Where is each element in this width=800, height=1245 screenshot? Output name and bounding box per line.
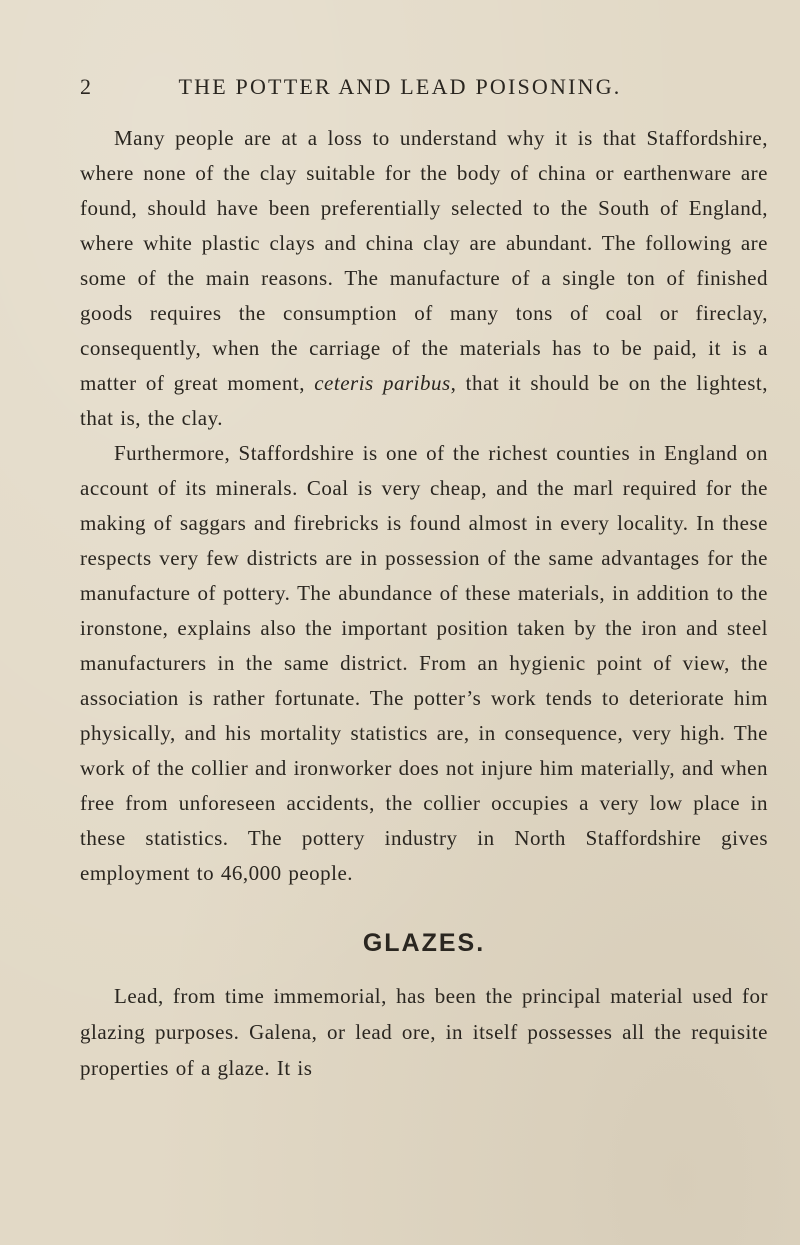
paragraph-glazes: Lead, from time immemorial, has been the principal material used for glazing purposes. Galena, or lead ore, in itself possesses all the requisite properties of a glaze. It is — [80, 984, 768, 1080]
page-header — [0, 70, 800, 110]
paragraph-text: Many people are at a loss to understand why it is that Staffordshire, where none of the clay suitable for the body of china or earthenware are found, should have been preferentially selected to the South of England, where white plastic clays and china clay are abundant. The following are some of the main reasons. The manufacture of a single ton of finished goods requires the consumption of many tons of coal or fireclay, consequently, when the carriage of the materials has to be paid, it is a matter of great moment, — [80, 126, 768, 395]
latin-phrase: ceteris paribus — [314, 371, 451, 395]
body-text — [80, 121, 768, 1086]
paragraph-minerals: Furthermore, Staffordshire is one of the richest counties in England on account of its minerals. Coal is very cheap, and the marl required for the making of saggars and firebricks is found almost in every locality. In these respects very few districts are in possession of the same advantages for the manufacture of pottery. The abundance of these materials, in addition to the ironstone, explains also the important position taken by the iron and steel manufacturers in the same district. From an hygienic point of view, the association is rather fortunate. The potter’s work tends to deteriorate him physically, and his mortality statistics are, in consequence, very high. The work of the collier and ironworker does not injure him materially, and when free from unforeseen accidents, the collier occupies a very low place in these statistics. The pottery industry in North Staffordshire gives employment to 46,000 people. — [80, 441, 768, 885]
paragraph-text: , that it should be on the lightest, that is, the clay. — [80, 371, 768, 430]
section-heading-glazes: GLAZES. — [362, 929, 486, 957]
running-head: THE POTTER AND LEAD POISONING. — [178, 74, 622, 99]
paragraph-staffordshire-clay — [80, 121, 768, 436]
page-number: 2 — [80, 74, 92, 99]
